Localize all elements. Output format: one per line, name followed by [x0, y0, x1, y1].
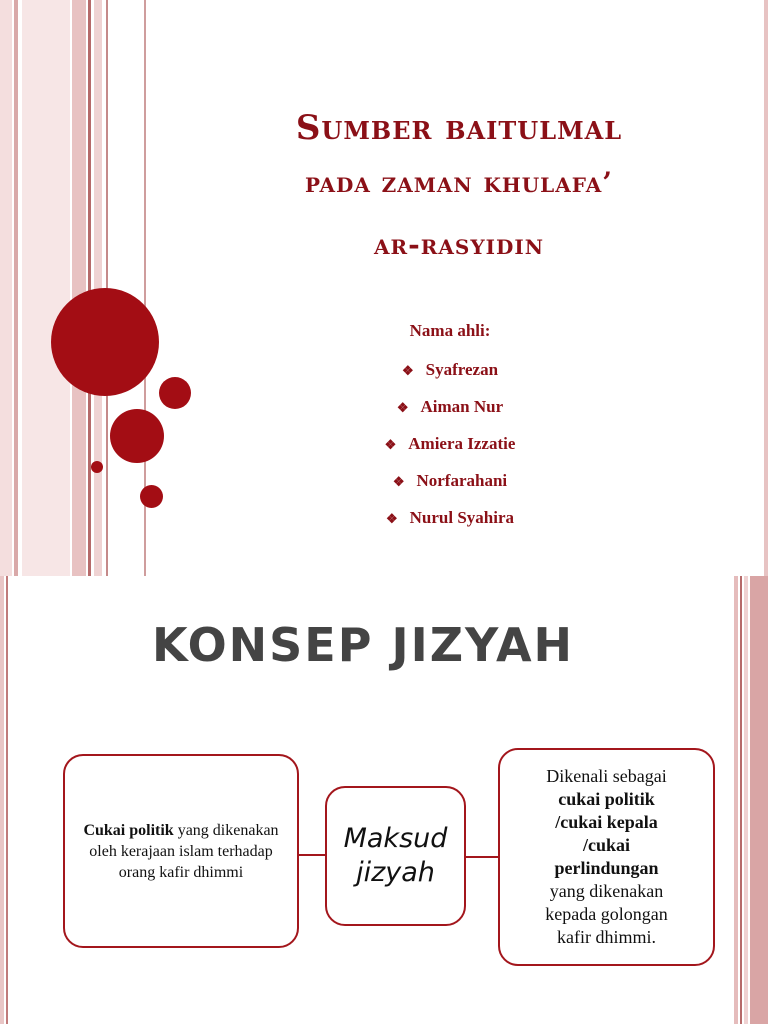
center-concept-line: Maksud	[343, 823, 448, 854]
decor-circle-large	[51, 288, 159, 396]
decor-circle-small	[140, 485, 163, 508]
diamond-bullet-icon: ❖	[396, 400, 409, 415]
also-known-term: /cukai	[582, 835, 630, 855]
decor-stripe	[0, 576, 4, 1024]
also-known-term: perlindungan	[554, 858, 659, 878]
diamond-bullet-icon: ❖	[385, 511, 398, 526]
diamond-bullet-icon: ❖	[384, 437, 397, 452]
center-concept-line: jizyah	[356, 857, 435, 888]
diamond-bullet-icon: ❖	[392, 474, 405, 489]
diamond-bullet-icon: ❖	[401, 363, 414, 378]
decor-stripe	[14, 0, 18, 576]
definition-box	[63, 754, 299, 948]
member-item	[300, 360, 600, 380]
slide-title-line-2: pada zaman khulafa’	[304, 166, 614, 199]
decor-stripe	[88, 0, 91, 576]
decor-circle-small	[159, 377, 191, 409]
also-known-text	[545, 765, 667, 949]
member-name: Nurul Syahira	[409, 508, 515, 527]
decor-stripe	[22, 0, 70, 576]
connector-line	[296, 854, 328, 856]
slide-title-line-1: Sumber baitulmal	[295, 108, 623, 148]
center-concept-box	[325, 786, 466, 926]
also-known-rest: kafir dhimmi.	[557, 927, 656, 947]
also-known-rest: kepada golongan	[545, 904, 668, 924]
content-slide	[0, 576, 768, 1024]
decor-circle-tiny	[91, 461, 103, 473]
member-name: Aiman Nur	[420, 397, 504, 416]
also-known-box	[498, 748, 715, 966]
definition-rest: yang dikenakan oleh kerajaan islam terhadap orang kafir dhimmi	[89, 821, 279, 881]
member-item	[300, 508, 600, 528]
connector-line	[464, 856, 500, 858]
also-known-term: cukai politik	[558, 789, 655, 809]
also-known-term: /cukai kepala	[555, 812, 658, 832]
members-heading: Nama ahli:	[409, 321, 491, 340]
decor-stripe	[0, 0, 12, 576]
member-item	[300, 397, 600, 417]
center-concept-text	[344, 822, 448, 890]
decor-stripe	[764, 0, 768, 576]
member-name: Amiera Izzatie	[408, 434, 516, 453]
decor-stripe	[72, 0, 86, 576]
also-known-rest: yang dikenakan	[549, 881, 664, 901]
member-item	[300, 434, 600, 454]
decor-stripe	[744, 576, 748, 1024]
definition-bold: Cukai politik	[83, 821, 174, 839]
slide-title-line-3: ar-rasyidin	[374, 228, 544, 261]
also-known-intro: Dikenali sebagai	[546, 766, 667, 786]
decor-stripe	[6, 576, 8, 1024]
decor-stripe	[734, 576, 738, 1024]
slide-title: KONSEP JIZYAH	[152, 618, 575, 672]
decor-stripe	[740, 576, 742, 1024]
member-name: Syafrezan	[425, 360, 499, 379]
member-name: Norfarahani	[416, 471, 508, 490]
decor-circle-medium	[110, 409, 164, 463]
decor-stripe	[750, 576, 768, 1024]
member-item	[300, 471, 600, 491]
definition-text	[79, 820, 283, 883]
